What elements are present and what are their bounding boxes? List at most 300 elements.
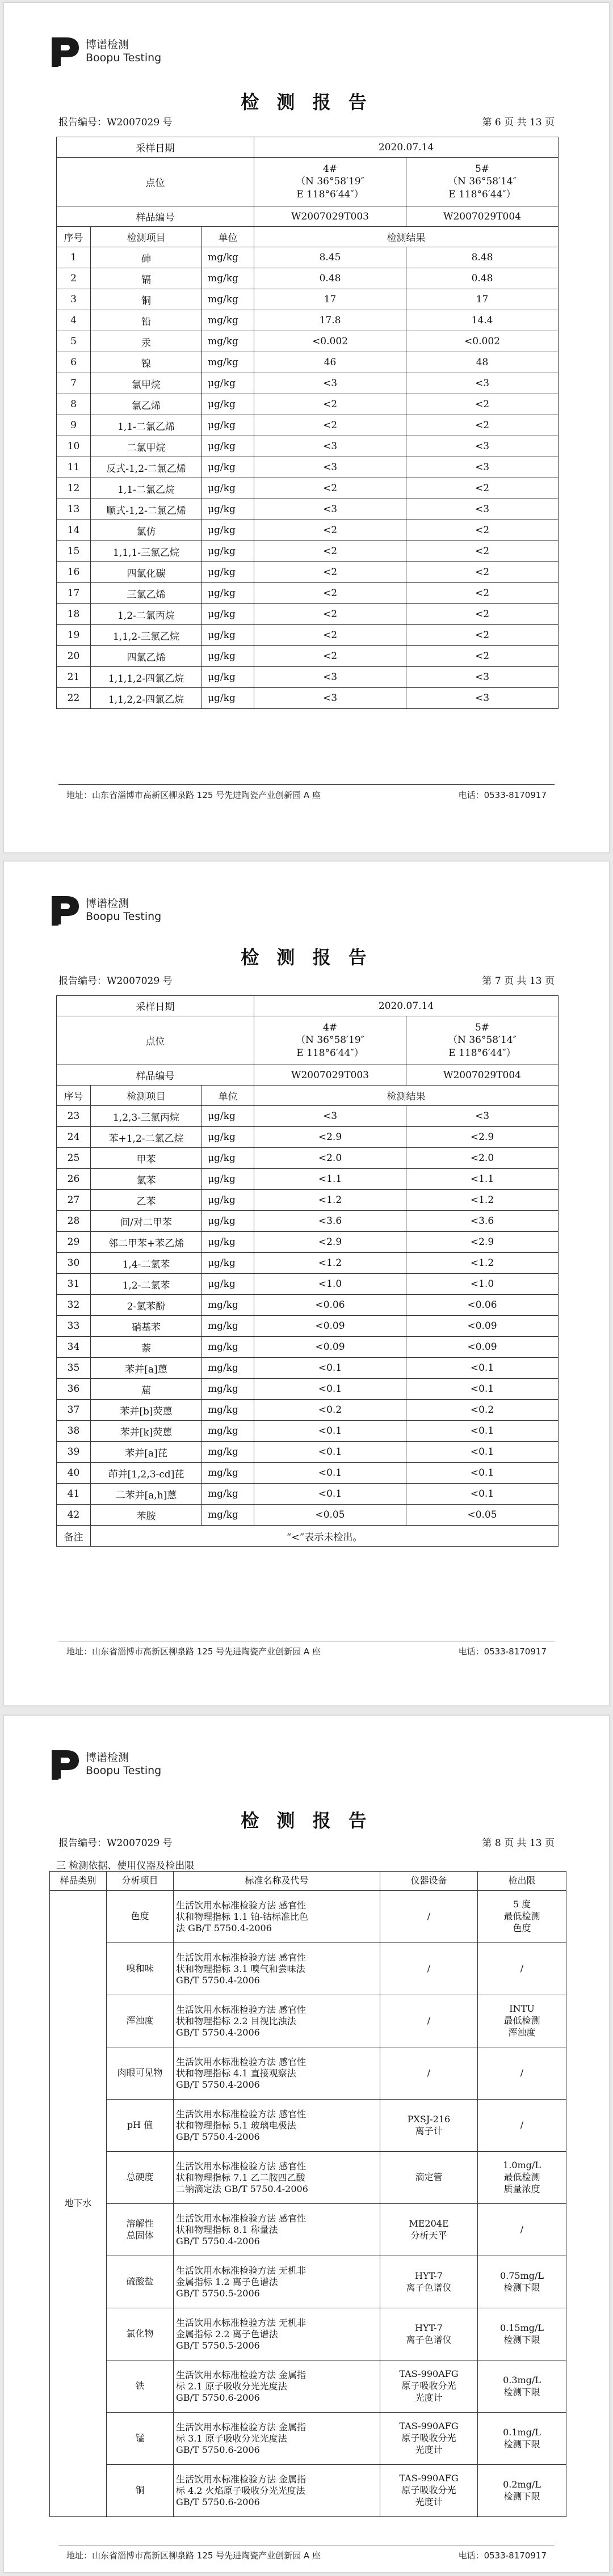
logo-name-cn: 博谱检测 [86,1751,129,1764]
table-row [57,352,559,373]
row-result-5: <3 [406,1106,559,1127]
row-unit: mg/kg [202,1505,254,1526]
table-row [57,289,559,310]
row-number: 23 [57,1106,91,1127]
point-latitude: （N 36°58′19″ [296,1034,364,1046]
sample-no-value: W2007029T004 [406,1065,559,1086]
row-result-4: <2 [254,394,406,415]
row-unit: mg/kg [202,1295,254,1316]
row-unit: μg/kg [202,457,254,478]
row-number: 2 [57,268,91,289]
row-number: 16 [57,562,91,583]
col-header: 检出限 [478,1872,566,1891]
table-row [57,394,559,415]
sample-date-label: 采样日期 [57,137,254,158]
row-result-4: <2 [254,478,406,499]
col-header: 分析项目 [107,1872,174,1891]
row-number: 41 [57,1484,91,1505]
row-result-4: <3 [254,457,406,478]
row-item: 间/对二甲苯 [91,1211,202,1232]
row-item: 镍 [91,352,202,373]
row-result-5: <1.0 [406,1274,559,1295]
row-result-4: <3.6 [254,1211,406,1232]
table-row [57,1169,559,1190]
row-number: 10 [57,436,91,457]
standard-method: 生活饮用水标准检验方法 金属指 标 2.1 原子吸收分光光度法 GB/T 5750.6-2006 [174,2360,380,2413]
detection-limit: INTU 最低检测 浑浊度 [478,1995,566,2047]
row-number: 13 [57,499,91,520]
row-item: 氯苯 [91,1169,202,1190]
detection-limit: 5 度 最低检测 色度 [478,1891,566,1943]
row-result-5: <0.1 [406,1484,559,1505]
row-number: 35 [57,1358,91,1379]
table-row [50,2256,566,2308]
row-number: 40 [57,1463,91,1484]
row-result-4: <2.9 [254,1232,406,1253]
equipment: 滴定管 [380,2152,478,2204]
table-row [57,1358,559,1379]
footer-phone: 电话：0533-8170917 [458,790,547,800]
row-number: 20 [57,646,91,667]
row-result-5: <0.09 [406,1316,559,1337]
equipment: TAS-990AFG 原子吸收分光 光度计 [380,2465,478,2517]
analysis-item: pH 值 [107,2100,174,2152]
report-page [3,1715,610,2573]
row-unit: μg/kg [202,1253,254,1274]
equipment: ME204E 分析天平 [380,2204,478,2256]
detection-limit: 0.3mg/L 检测下限 [478,2360,566,2413]
row-item: 四氯乙烯 [91,646,202,667]
row-unit: μg/kg [202,373,254,394]
equipment: / [380,1943,478,1995]
row-result-4: <0.002 [254,331,406,352]
header-row [57,996,559,1016]
company-logo [49,1747,161,1782]
row-result-4: 17.8 [254,310,406,331]
footer-address: 地址：山东省淄博市高新区柳泉路 125 号先进陶瓷产业创新园 A 座 [66,1646,321,1657]
row-result-4: <2 [254,604,406,625]
company-logo [49,34,161,69]
equipment: TAS-990AFG 原子吸收分光 光度计 [380,2413,478,2465]
standard-method: 生活饮用水标准检验方法 无机非 金属指标 2.2 离子色谱法 GB/T 5750.5-2006 [174,2308,380,2360]
row-number: 3 [57,289,91,310]
point-longitude: E 118°6′44″） [448,188,516,200]
table-row [57,268,559,289]
header-row [50,1872,566,1891]
page-number: 第 8 页 共 13 页 [482,1838,555,1849]
row-result-5: 14.4 [406,310,559,331]
logo-name-en: Boopu Testing [86,52,162,64]
row-item: 邻二甲苯+苯乙烯 [91,1232,202,1253]
row-result-4: <3 [254,688,406,709]
row-unit: μg/kg [202,1169,254,1190]
row-result-4: <2 [254,520,406,541]
row-result-5: <3 [406,688,559,709]
row-unit: mg/kg [202,1379,254,1400]
row-result-4: <2 [254,625,406,646]
row-unit: μg/kg [202,499,254,520]
row-result-4: <3 [254,436,406,457]
detection-limit: / [478,2047,566,2100]
row-unit: mg/kg [202,289,254,310]
report-title: 检 测 报 告 [241,1810,372,1831]
table-row [57,541,559,562]
boopu-logo-icon [49,1747,81,1782]
row-item: 苯并[k]荧蒽 [91,1421,202,1442]
row-number: 12 [57,478,91,499]
report-meta [58,114,555,128]
row-result-4: 8.45 [254,247,406,268]
sample-no-value: W2007029T003 [254,206,406,227]
row-result-4: <2.9 [254,1127,406,1148]
row-result-4: <0.1 [254,1442,406,1463]
row-unit: μg/kg [202,1106,254,1127]
point-label: 点位 [57,158,254,206]
table-row [57,310,559,331]
row-result-5: <3.6 [406,1211,559,1232]
table-row [57,1400,559,1421]
report-meta [58,973,555,987]
report-title: 检 测 报 告 [241,947,372,968]
row-number: 19 [57,625,91,646]
row-result-5: <3 [406,499,559,520]
analysis-item: 铁 [107,2360,174,2413]
row-unit: μg/kg [202,1148,254,1169]
row-result-5: <2 [406,520,559,541]
sample-category: 地下水 [50,1891,107,2517]
row-item: 铅 [91,310,202,331]
detection-limit: 0.75mg/L 检测下限 [478,2256,566,2308]
row-result-4: <1.2 [254,1253,406,1274]
row-item: 氯甲烷 [91,373,202,394]
report-number: 报告编号：W2007029 号 [58,975,173,987]
row-result-4: <2.0 [254,1148,406,1169]
results-table [56,137,559,709]
row-result-4: <3 [254,499,406,520]
row-result-5: <2 [406,625,559,646]
row-result-4: <2 [254,415,406,436]
row-item: 2-氯苯酚 [91,1295,202,1316]
row-result-4: <0.1 [254,1379,406,1400]
row-unit: mg/kg [202,352,254,373]
report-page [3,861,610,1706]
analysis-item: 总硬度 [107,2152,174,2204]
footer-phone: 电话：0533-8170917 [458,2550,547,2561]
point-label: 点位 [57,1016,254,1065]
table-row [57,646,559,667]
detection-limit: 0.1mg/L 检测下限 [478,2413,566,2465]
row-item: 硝基苯 [91,1316,202,1337]
table-row [57,667,559,688]
point-longitude: E 118°6′44″） [296,1047,364,1059]
row-item: 1,2-二氯苯 [91,1274,202,1295]
row-result-4: <0.2 [254,1400,406,1421]
standard-method: 生活饮用水标准检验方法 感官性 状和物理指标 8.1 称量法 GB/T 5750.4-2006 [174,2204,380,2256]
equipment: / [380,2047,478,2100]
standard-method: 生活饮用水标准检验方法 感官性 状和物理指标 4.1 直接观察法 GB/T 5750.4-2006 [174,2047,380,2100]
col-header: 仪器设备 [380,1872,478,1891]
row-item: 1,2-二氯丙烷 [91,604,202,625]
row-result-4: <0.1 [254,1358,406,1379]
page-number: 第 7 页 共 13 页 [482,975,555,987]
detection-limit: / [478,2204,566,2256]
table-row [57,499,559,520]
row-result-5: <3 [406,436,559,457]
table-row [57,1106,559,1127]
point-cell [406,158,559,206]
sample-date-value: 2020.07.14 [254,137,559,158]
point-latitude: （N 36°58′19″ [296,176,364,188]
row-result-5: <3 [406,457,559,478]
table-row [57,604,559,625]
row-result-5: <0.1 [406,1379,559,1400]
col-header: 样品类别 [50,1872,107,1891]
standard-method: 生活饮用水标准检验方法 感官性 状和物理指标 3.1 嗅气和尝味法 GB/T 5750.4-2006 [174,1943,380,1995]
row-number: 42 [57,1505,91,1526]
row-number: 4 [57,310,91,331]
row-item: 苯并[b]荧蒽 [91,1400,202,1421]
table-row [50,2152,566,2204]
row-result-5: <2 [406,394,559,415]
point-latitude: （N 36°58′14″ [448,1034,517,1046]
detection-limit: 0.15mg/L 检测下限 [478,2308,566,2360]
row-item: 1,1,1-三氯乙烷 [91,541,202,562]
table-row [57,331,559,352]
row-result-5: <1.2 [406,1253,559,1274]
standard-method: 生活饮用水标准检验方法 金属指 标 3.1 原子吸收分光光度法 GB/T 5750.6-2006 [174,2413,380,2465]
row-unit: mg/kg [202,331,254,352]
row-number: 14 [57,520,91,541]
row-result-5: 8.48 [406,247,559,268]
row-unit: mg/kg [202,1463,254,1484]
row-result-4: <2 [254,562,406,583]
standard-method: 生活饮用水标准检验方法 感官性 状和物理指标 2.2 目视比浊法 GB/T 5750.4-2006 [174,1995,380,2047]
table-row [57,562,559,583]
table-row [57,583,559,604]
table-row [57,1484,559,1505]
report-number: 报告编号：W2007029 号 [58,1838,173,1849]
row-unit: μg/kg [202,1232,254,1253]
point-name: 5# [475,1022,490,1034]
table-row [57,247,559,268]
row-number: 32 [57,1295,91,1316]
row-number: 38 [57,1421,91,1442]
row-result-5: <1.2 [406,1190,559,1211]
col-header-unit: 单位 [202,227,254,247]
table-row [57,478,559,499]
row-number: 8 [57,394,91,415]
row-result-5: <0.09 [406,1337,559,1358]
table-row [57,1463,559,1484]
standard-method: 生活饮用水标准检验方法 感官性 状和物理指标 5.1 玻璃电极法 GB/T 5750.4-2006 [174,2100,380,2152]
header-row [57,1016,559,1065]
row-item: 二氯甲烷 [91,436,202,457]
row-number: 17 [57,583,91,604]
row-result-5: <2 [406,604,559,625]
row-number: 7 [57,373,91,394]
report-page [3,2,610,853]
row-result-4: <0.09 [254,1337,406,1358]
row-item: 汞 [91,331,202,352]
equipment: / [380,1891,478,1943]
row-result-5: <2 [406,583,559,604]
row-result-5: <0.1 [406,1421,559,1442]
row-item: 1,1,2,2-四氯乙烷 [91,688,202,709]
footer-phone: 电话：0533-8170917 [458,1646,547,1657]
row-result-5: <0.002 [406,331,559,352]
row-unit: μg/kg [202,394,254,415]
table-row [50,2047,566,2100]
table-row [50,2204,566,2256]
row-result-4: 0.48 [254,268,406,289]
row-item: 氯仿 [91,520,202,541]
table-row [50,2465,566,2517]
row-number: 33 [57,1316,91,1337]
row-unit: μg/kg [202,562,254,583]
methods-table-body [50,1872,566,2517]
table-row [57,415,559,436]
remark-label: 备注 [57,1526,91,1547]
row-item: 顺式-1,2-二氯乙烯 [91,499,202,520]
row-unit: mg/kg [202,1484,254,1505]
row-item: 1,1,2-三氯乙烷 [91,625,202,646]
methods-table [49,1871,566,2517]
row-result-4: <2 [254,541,406,562]
row-result-4: <2 [254,583,406,604]
row-number: 28 [57,1211,91,1232]
row-item: 1,1,1,2-四氯乙烷 [91,667,202,688]
boopu-logo-icon [49,893,81,928]
row-result-5: <2 [406,415,559,436]
col-header-result: 检测结果 [254,227,559,247]
row-result-5: <0.05 [406,1505,559,1526]
row-number: 37 [57,1400,91,1421]
table-row [50,2413,566,2465]
report-number: 报告编号：W2007029 号 [58,117,173,128]
row-item: 氯乙烯 [91,394,202,415]
row-item: 1,4-二氯苯 [91,1253,202,1274]
row-result-5: <0.1 [406,1463,559,1484]
row-number: 31 [57,1274,91,1295]
row-unit: μg/kg [202,436,254,457]
row-result-5: <2.9 [406,1127,559,1148]
point-cell [254,1016,406,1065]
analysis-item: 氯化物 [107,2308,174,2360]
table-row [57,1232,559,1253]
section-heading: 三 检测依据、使用仪器及检出限 [56,1860,195,1872]
row-number: 26 [57,1169,91,1190]
row-unit: μg/kg [202,583,254,604]
analysis-item: 铜 [107,2465,174,2517]
row-unit: mg/kg [202,1316,254,1337]
row-result-5: <2 [406,646,559,667]
point-cell [254,158,406,206]
row-number: 39 [57,1442,91,1463]
table-row [57,1211,559,1232]
row-result-5: <2 [406,562,559,583]
row-number: 24 [57,1127,91,1148]
row-result-5: <2 [406,478,559,499]
sample-no-value: W2007029T004 [406,206,559,227]
equipment: / [380,1995,478,2047]
results-table [56,995,559,1547]
row-item: 三氯乙烯 [91,583,202,604]
page-footer [66,789,547,801]
row-unit: μg/kg [202,1211,254,1232]
table-row [57,1295,559,1316]
row-result-4: <3 [254,667,406,688]
report-meta [58,1835,555,1849]
page-number: 第 6 页 共 13 页 [482,117,555,128]
analysis-item: 嗅和味 [107,1943,174,1995]
table-row [57,1274,559,1295]
table-row [50,2308,566,2360]
row-result-4: <1.2 [254,1190,406,1211]
row-item: 二苯并[a,h]蒽 [91,1484,202,1505]
row-item: 乙苯 [91,1190,202,1211]
table-row [50,2100,566,2152]
detection-limit: 1.0mg/L 最低检测 质量浓度 [478,2152,566,2204]
row-number: 15 [57,541,91,562]
table-row [57,436,559,457]
equipment: PXSJ-216 离子计 [380,2100,478,2152]
row-number: 1 [57,247,91,268]
col-header: 标准名称及代号 [174,1872,380,1891]
row-number: 21 [57,667,91,688]
row-unit: mg/kg [202,310,254,331]
row-result-4: <0.1 [254,1484,406,1505]
row-item: 1,2,3-三氯丙烷 [91,1106,202,1127]
col-header-item: 检测项目 [91,1086,202,1106]
row-number: 36 [57,1379,91,1400]
row-item: 茚并[1,2,3-cd]芘 [91,1463,202,1484]
row-result-4: <1.1 [254,1169,406,1190]
row-number: 22 [57,688,91,709]
table-row [57,688,559,709]
table-row [57,1148,559,1169]
col-header-no: 序号 [57,227,91,247]
point-name: 4# [322,163,338,175]
boopu-logo-icon [49,34,81,69]
table-row [57,1127,559,1148]
table-row [57,1316,559,1337]
standard-method: 生活饮用水标准检验方法 感官性 状和物理指标 7.1 乙二胺四乙酸 二钠滴定法 GB/T 5750.4-2006 [174,2152,380,2204]
page-footer [66,1645,547,1657]
row-result-4: <0.09 [254,1316,406,1337]
header-row [57,1065,559,1086]
table-row [50,1891,566,1943]
row-unit: μg/kg [202,415,254,436]
row-item: 铜 [91,289,202,310]
sample-date-label: 采样日期 [57,996,254,1016]
results-table-body [57,137,559,709]
row-unit: mg/kg [202,1421,254,1442]
row-number: 27 [57,1190,91,1211]
analysis-item: 肉眼可见物 [107,2047,174,2100]
table-row [57,1442,559,1463]
header-row [57,158,559,206]
row-result-5: <0.1 [406,1358,559,1379]
row-result-5: <2.0 [406,1148,559,1169]
row-result-4: <1.0 [254,1274,406,1295]
col-header-result: 检测结果 [254,1086,559,1106]
table-row [57,520,559,541]
row-result-4: <0.05 [254,1505,406,1526]
point-name: 4# [322,1022,338,1034]
row-unit: μg/kg [202,604,254,625]
row-unit: μg/kg [202,688,254,709]
row-number: 29 [57,1232,91,1253]
